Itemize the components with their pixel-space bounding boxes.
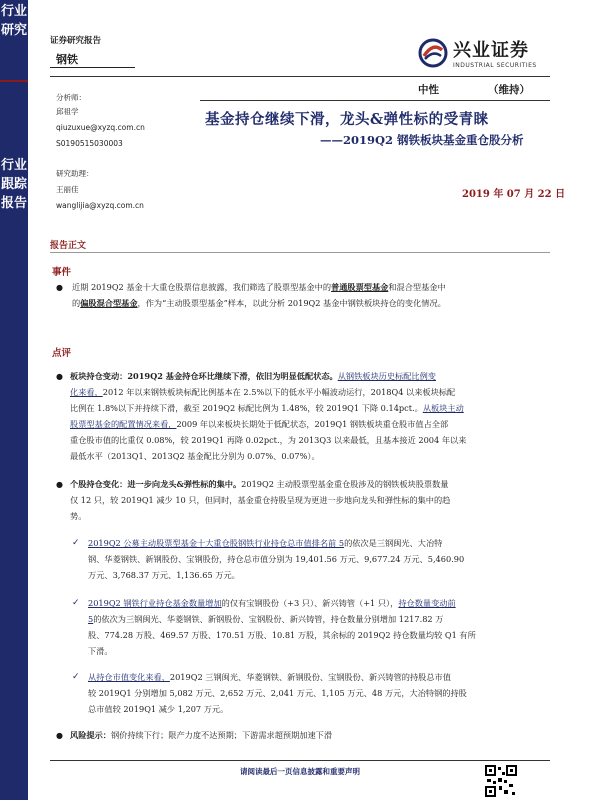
report-type-label: 证券研究报告 bbox=[50, 36, 102, 46]
check-icon: ✓ bbox=[72, 672, 80, 682]
event-label: 事件 bbox=[52, 267, 72, 278]
top5-value-paragraph: 2019Q2 公募主动股票型基金十大重仓股钢铁行业持仓总市值排名前 5的依次是三钢闽光、大冶特 钢、华菱钢铁、新钢股份、宝钢股份，持仓总市值分别为 19,401.56 万元、9,677.24 万元、5,460.90 万元、3,768.37 万元、1,136.65 万元。 bbox=[88, 538, 465, 580]
report-subtitle: ——2019Q2 钢铁板块基金重仓股分析 bbox=[320, 133, 524, 147]
report-title: 基金持仓继续下滑，龙头&弹性标的受青睐 bbox=[205, 111, 489, 128]
sidebar-top-text: 行业研究 bbox=[0, 4, 27, 38]
stock-position-paragraph: 个股持仓变化：进一步向龙头&弹性标的集中。2019Q2 主动股票型基金重仓股涉及的钢铁板块股票数量 仅 12 只，较 2019Q1 减少 10 只，但同时，基金重仓持股呈现为更进一步地向龙头和弹性标的集中的趋 势。 bbox=[70, 479, 451, 521]
rating-value: （维持） bbox=[488, 84, 530, 96]
assistant-email: wanglijia@xyzq.com.cn bbox=[56, 201, 144, 210]
report-date: 2019 年 07 月 22 日 bbox=[462, 189, 566, 200]
footer-disclaimer: 请阅读最后一页信息披露和重要声明 bbox=[240, 767, 360, 776]
brand-logo-icon bbox=[418, 38, 448, 68]
check-icon: ✓ bbox=[72, 598, 80, 608]
analyst-email: qiuzuxue@xyzq.com.cn bbox=[56, 123, 145, 132]
left-sidebar bbox=[0, 0, 28, 800]
qr-code-icon bbox=[484, 764, 518, 798]
risk-paragraph: 风险提示：钢价持续下行；限产力度不达预期；下游需求超预期加速下滑 bbox=[70, 730, 333, 740]
event-paragraph: 近期 2019Q2 基金十大重仓股票信息披露，我们筛选了股票型基金中的普通股票型基金和混合型基金中 的偏股混合型基金，作为“主动股票型基金”样本，以此分析 2019Q2 基金中钢铁板块持仓的变化情况。 bbox=[72, 282, 446, 308]
holding-value-paragraph: 从持仓市值变化来看，2019Q2 三钢闽光、华菱钢铁、新钢股份、宝钢股份、新兴铸管的持股总市值 较 2019Q1 分别增加 5,082 万元、2,652 万元、2,041 万元、1,105 万元、48 万元，大冶特钢的持股 总市值较 2019Q1 减少 1,207 万元。 bbox=[88, 672, 467, 714]
holding-count-paragraph: 2019Q2 钢铁行业持仓基金数量增加的仅有宝钢股份（+3 只）、新兴铸管（+1 只），持仓数量变动前 5的依次为三钢闽光、华菱钢铁、新钢股份、宝钢股份、新兴铸管，持仓数量分别增加 1217.82 万 股、774.28 万股、469.57 万股、170.51 万股、10.81 万股，其余标的 2019Q2 持仓数量均较 Q1 有所 下滑。 bbox=[88, 598, 476, 656]
header-rule bbox=[50, 76, 550, 77]
sidebar-divider bbox=[0, 80, 28, 82]
assistant-name: 王丽佳 bbox=[56, 185, 79, 194]
bullet-icon: ● bbox=[56, 731, 63, 740]
bullet-icon: ● bbox=[56, 283, 63, 292]
rating-label: 中性 bbox=[418, 84, 439, 96]
analyst-cert: S0190515030003 bbox=[56, 139, 123, 148]
section-rule bbox=[50, 252, 550, 253]
footer-rule bbox=[50, 760, 550, 761]
rating-rule bbox=[200, 100, 550, 101]
analyst-label: 分析师： bbox=[56, 93, 86, 102]
bullet-icon: ● bbox=[56, 480, 63, 489]
sector-position-paragraph: 板块持仓变动：2019Q2 基金持仓环比继续下滑，依旧为明显低配状态。从钢铁板块历史标配比例变 化来看，2012 年以来钢铁板块标配比例基本在 2.5%以下的低水平小幅波动运行，2018Q4 以来板块标配 比例在 1.8%以下并持续下滑，截至 2019Q2 标配比例为 1.48%，较 2019Q1 下降 0.14pct.。从板块主动 股票型基金的配置情况来看，2009 年以来板块长期处于低配状态，2019Q1 钢铁板块重仓股市值占全部 重仓股市值的比重仅 0.08%，较 2019Q1 再降 0.02pct.，为 2013Q3 以来最低，且基本接近 2004 年以来 最低水平（2013Q1、2013Q2 基金配比分别为 0.07%、0.07%）。 bbox=[70, 371, 467, 461]
sidebar-mid-text: 行业跟踪报告 bbox=[0, 158, 27, 211]
industry-label: 钢铁 bbox=[50, 48, 135, 68]
brand-name-cn: 兴业证券 bbox=[453, 40, 529, 61]
brand-logo bbox=[418, 36, 537, 69]
check-icon: ✓ bbox=[72, 538, 80, 548]
analyst-name: 邱祖学 bbox=[56, 107, 79, 116]
section-main-label: 报告正文 bbox=[50, 241, 87, 251]
comment-label: 点评 bbox=[52, 348, 72, 359]
assistant-label: 研究助理： bbox=[56, 169, 94, 178]
brand-name-en: INDUSTRIAL SECURITIES bbox=[453, 62, 537, 69]
bullet-icon: ● bbox=[56, 372, 63, 381]
